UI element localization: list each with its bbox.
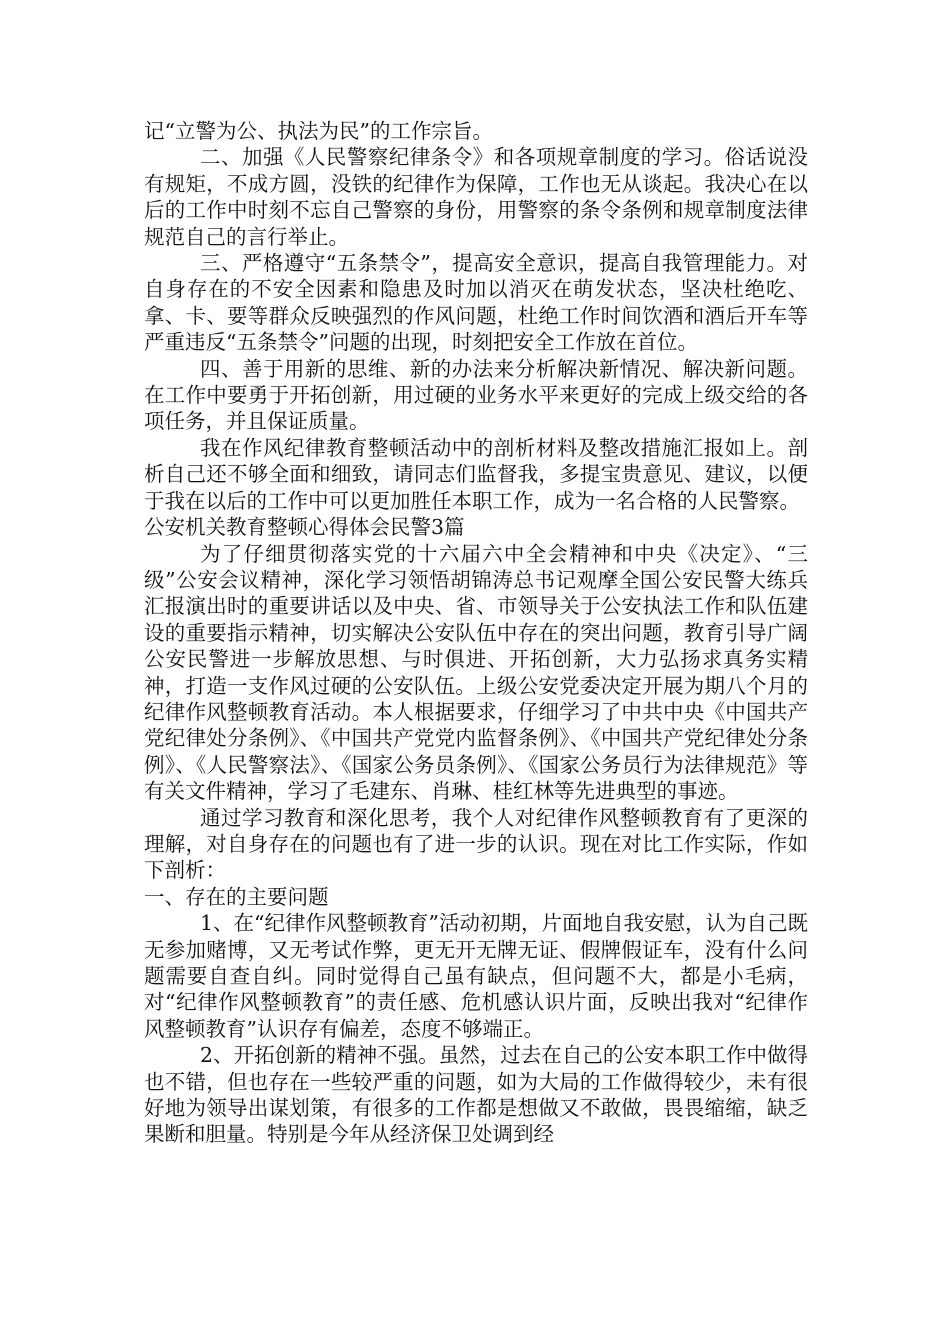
paragraph-point-three: 三、严格遵守“五条禁令”，提高安全意识，提高自我管理能力。对自身存在的不安全因素和隐患及时加以消灭在萌发状态，坚决杜绝吃、拿、卡、要等群众反映强烈的作风问题，杜绝工作时间饮酒和酒后开车等严重违反“五条禁令”问题的出现，时刻把安全工作放在首位。 (144, 251, 808, 355)
paragraph-point-four: 四、善于用新的思维、新的办法来分析解决新情况、解决新问题。在工作中要勇于开拓创新，用过硬的业务水平来更好的完成上级交给的各项任务，并且保证质量。 (144, 356, 808, 434)
paragraph-reflection: 通过学习教育和深化思考，我个人对纪律作风整顿教育有了更深的理解，对自身存在的问题也有了进一步的认识。现在对比工作实际，作如下剖析： (144, 805, 808, 883)
subsection-heading-problems: 一、存在的主要问题 (144, 884, 329, 909)
paragraph-intro: 为了仔细贯彻落实党的十六届六中全会精神和中央《决定》、“三级”公安会议精神，深化学习领悟胡锦涛总书记观摩全国公安民警大练兵汇报演出时的重要讲话以及中央、省、市领导关于公安执法工作和队伍建设的重要指示精神，切实解决公安队伍中存在的突出问题，教育引导广阔公安民警进一步解放思想、与时俱进、开拓创新，大力弘扬求真务实精神，打造一支作风过硬的公安队伍。上级公安党委决定开展为期八个月的纪律作风整顿教育活动。本人根据要求，仔细学习了中共中央《中国共产党纪律处分条例》、《中国共产党党内监督条例》、《中国共产党纪律处分条例》、《人民警察法》、《国家公务员条例》、《国家公务员行为法律规范》等有关文件精神，学习了毛建东、肖琳、桂红林等先进典型的事迹。 (144, 541, 808, 804)
paragraph-problem-one: 1、在“纪律作风整顿教育”活动初期，片面地自我安慰，认为自己既无参加赌博，又无考试作弊，更无开无牌无证、假牌假证车，没有什么问题需要自查自纠。同时觉得自己虽有缺点，但问题不大，都是小毛病，对“纪律作风整顿教育”的责任感、危机感认识片面，反映出我对“纪律作风整顿教育”认识存有偏差，态度不够端正。 (144, 911, 809, 1041)
paragraph-opening-line: 记“立警为公、执法为民”的工作宗旨。 (144, 119, 493, 143)
paragraph-point-two: 二、加强《人民警察纪律条令》和各项规章制度的学习。俗话说没有规矩，不成方圆，没铁的纪律作为保障，工作也无从谈起。我决心在以后的工作中时刻不忘自己警察的身份，用警察的条令条例和规章制度法律规范自己的言行举止。 (144, 145, 808, 249)
section-title: 公安机关教育整顿心得体会民警3篇 (144, 515, 465, 540)
paragraph-problem-two: 2、开拓创新的精神不强。虽然，过去在自己的公安本职工作中做得也不错，但也存在一些较严重的问题，如为大局的工作做得较少，未有很好地为领导出谋划策，有很多的工作都是想做又不敢做，畏畏缩缩，缺乏果断和胆量。特别是今年从经济保卫处调到经 (144, 1043, 808, 1147)
document-page (144, 118, 808, 1148)
paragraph-closing-report: 我在作风纪律教育整顿活动中的剖析材料及整改措施汇报如上。剖析自己还不够全面和细致，请同志们监督我，多提宝贵意见、建议，以便于我在以后的工作中可以更加胜任本职工作，成为一名合格的人民警察。 (144, 435, 808, 513)
